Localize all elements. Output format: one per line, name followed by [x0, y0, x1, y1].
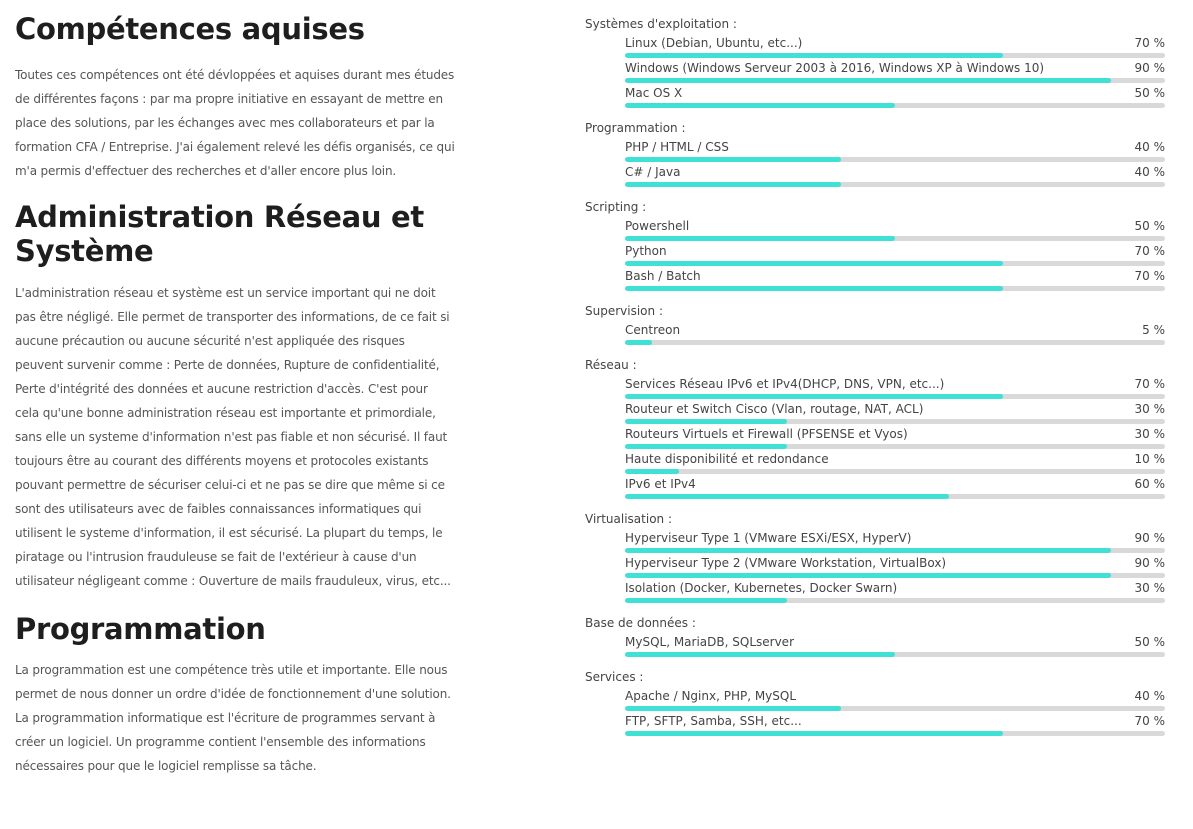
- progress-fill: [625, 469, 679, 474]
- skill-name: Windows (Windows Serveur 2003 à 2016, Windows XP à Windows 10): [625, 61, 1045, 75]
- section-text: La programmation est une compétence très utile et importante. Elle nous permet de nous donner un ordre d'idée de fonctionnement d'une solution. La programmation informatique est l'écriture de programmes servant à créer un logiciel. Un programme contient l'ensemble des informations nécessaires pour que le logiciel remplisse sa tâche.: [15, 663, 451, 773]
- skill-item: [625, 322, 1165, 347]
- progress-fill: [625, 573, 1111, 578]
- skill-item: [625, 426, 1165, 451]
- skill-name: Python: [625, 244, 667, 258]
- progress-track: [625, 731, 1165, 736]
- progress-track: [625, 444, 1165, 449]
- skill-name: Isolation (Docker, Kubernetes, Docker Swarn): [625, 581, 898, 595]
- skill-percent: 50 %: [1134, 86, 1165, 100]
- skill-name: Powershell: [625, 219, 690, 233]
- progress-track: [625, 706, 1165, 711]
- skill-name: MySQL, MariaDB, SQLserver: [625, 635, 794, 649]
- progress-fill: [625, 652, 895, 657]
- skill-percent: 70 %: [1134, 714, 1165, 728]
- skill-item: [625, 555, 1165, 580]
- skill-category: [585, 511, 1165, 605]
- section-admin-reseau: [15, 200, 455, 593]
- progress-fill: [625, 78, 1111, 83]
- skill-item: [625, 580, 1165, 605]
- category-title: Systèmes d'exploitation :: [585, 17, 737, 31]
- progress-track: [625, 394, 1165, 399]
- progress-fill: [625, 444, 787, 449]
- progress-fill: [625, 394, 1003, 399]
- skill-item: [625, 401, 1165, 426]
- progress-track: [625, 182, 1165, 187]
- skill-item: [625, 634, 1165, 659]
- skill-percent: 90 %: [1134, 61, 1165, 75]
- skill-item: [625, 451, 1165, 476]
- progress-track: [625, 652, 1165, 657]
- progress-track: [625, 78, 1165, 83]
- skill-percent: 70 %: [1134, 269, 1165, 283]
- skill-percent: 5 %: [1142, 323, 1165, 337]
- progress-fill: [625, 494, 949, 499]
- progress-track: [625, 157, 1165, 162]
- skill-item: [625, 376, 1165, 401]
- progress-fill: [625, 236, 895, 241]
- skill-item: [625, 85, 1165, 110]
- section-title: Administration Réseau et Système: [15, 200, 424, 268]
- skill-percent: 60 %: [1134, 477, 1165, 491]
- skill-name: PHP / HTML / CSS: [625, 140, 729, 154]
- progress-fill: [625, 598, 787, 603]
- skill-name: Linux (Debian, Ubuntu, etc...): [625, 36, 803, 50]
- progress-track: [625, 419, 1165, 424]
- progress-track: [625, 261, 1165, 266]
- skill-category: [585, 357, 1165, 501]
- skill-percent: 90 %: [1134, 556, 1165, 570]
- skill-percent: 50 %: [1134, 635, 1165, 649]
- skill-category: [585, 669, 1165, 738]
- skill-item: [625, 476, 1165, 501]
- skill-item: [625, 164, 1165, 189]
- progress-track: [625, 469, 1165, 474]
- skill-item: [625, 268, 1165, 293]
- progress-fill: [625, 182, 841, 187]
- progress-track: [625, 53, 1165, 58]
- section-title: Compétences aquises: [15, 12, 365, 46]
- skill-name: Routeur et Switch Cisco (Vlan, routage, NAT, ACL): [625, 402, 924, 416]
- skill-item: [625, 688, 1165, 713]
- skill-percent: 50 %: [1134, 219, 1165, 233]
- section-text: L'administration réseau et système est un service important qui ne doit pas être négligé. Elle permet de transporter des informations, de ce fait si aucune précaution ou aucune sécurité n'est appliquée des risques peuvent survenir comme : Perte de données, Rupture de confidentialité, Perte d'intégrité des données et aucune restriction d'accès. C'est pour cela qu'une bonne administration réseau est importante et primordiale, sans elle un systeme d'information n'est pas fiable et non sécurisé. Il faut toujours être au courant des différents moyens et protocoles existants pouvant permettre de sécuriser celui-ci et ne pas se dire que même si ce sont des utilisateurs avec de faibles connaissances informatiques qui utilisent le systeme d'information, il est sécurisé. La plupart du temps, le piratage ou l'intrusion frauduleuse se fait de l'extérieur à cause d'un utilisateur négligeant comme : Ouverture de mails frauduleux, virus, etc...: [15, 286, 451, 588]
- skill-percent: 70 %: [1134, 244, 1165, 258]
- skill-percent: 30 %: [1134, 581, 1165, 595]
- skill-item: [625, 60, 1165, 85]
- progress-track: [625, 494, 1165, 499]
- progress-track: [625, 340, 1165, 345]
- progress-fill: [625, 157, 841, 162]
- skill-category: [585, 615, 1165, 659]
- progress-fill: [625, 548, 1111, 553]
- skill-name: Haute disponibilité et redondance: [625, 452, 829, 466]
- skill-name: FTP, SFTP, Samba, SSH, etc...: [625, 714, 802, 728]
- skill-percent: 40 %: [1134, 140, 1165, 154]
- skill-name: Centreon: [625, 323, 681, 337]
- skill-percent: 40 %: [1134, 689, 1165, 703]
- skill-name: Routeurs Virtuels et Firewall (PFSENSE et Vyos): [625, 427, 908, 441]
- skills-column: [585, 16, 1165, 748]
- category-title: Réseau :: [585, 358, 637, 372]
- skill-category: [585, 199, 1165, 293]
- skill-item: [625, 139, 1165, 164]
- section-title: Programmation: [15, 612, 266, 646]
- skill-item: [625, 35, 1165, 60]
- skill-name: Mac OS X: [625, 86, 683, 100]
- skill-percent: 70 %: [1134, 377, 1165, 391]
- progress-track: [625, 573, 1165, 578]
- progress-track: [625, 286, 1165, 291]
- skill-item: [625, 243, 1165, 268]
- progress-fill: [625, 261, 1003, 266]
- category-title: Programmation :: [585, 121, 686, 135]
- skill-item: [625, 713, 1165, 738]
- category-title: Supervision :: [585, 304, 663, 318]
- category-title: Scripting :: [585, 200, 647, 214]
- text-column: [15, 10, 455, 778]
- progress-fill: [625, 731, 1003, 736]
- skill-name: Bash / Batch: [625, 269, 701, 283]
- skill-name: Hyperviseur Type 1 (VMware ESXi/ESX, HyperV): [625, 531, 912, 545]
- category-title: Virtualisation :: [585, 512, 672, 526]
- skill-item: [625, 218, 1165, 243]
- progress-fill: [625, 419, 787, 424]
- progress-track: [625, 548, 1165, 553]
- progress-fill: [625, 103, 895, 108]
- progress-fill: [625, 53, 1003, 58]
- section-text: Toutes ces compétences ont été dévloppées et aquises durant mes études de différentes façons : par ma propre initiative en essayant de mettre en place des solutions, par les échanges avec mes collaborateurs et par la formation CFA / Entreprise. J'ai également relevé les défis organisés, ce qui m'a permis d'effectuer des recherches et d'aller encore plus loin.: [15, 68, 455, 178]
- skill-category: [585, 303, 1165, 347]
- skill-name: Apache / Nginx, PHP, MySQL: [625, 689, 797, 703]
- progress-fill: [625, 286, 1003, 291]
- progress-track: [625, 103, 1165, 108]
- skill-category: [585, 16, 1165, 110]
- progress-track: [625, 598, 1165, 603]
- section-programmation: [15, 612, 455, 778]
- skill-percent: 30 %: [1134, 427, 1165, 441]
- category-title: Services :: [585, 670, 644, 684]
- section-competences: [15, 12, 455, 183]
- skill-percent: 40 %: [1134, 165, 1165, 179]
- category-title: Base de données :: [585, 616, 696, 630]
- skill-name: Services Réseau IPv6 et IPv4(DHCP, DNS, VPN, etc...): [625, 377, 945, 391]
- skill-name: IPv6 et IPv4: [625, 477, 696, 491]
- skill-percent: 90 %: [1134, 531, 1165, 545]
- skill-percent: 30 %: [1134, 402, 1165, 416]
- skill-percent: 70 %: [1134, 36, 1165, 50]
- progress-fill: [625, 340, 652, 345]
- progress-fill: [625, 706, 841, 711]
- skill-percent: 10 %: [1134, 452, 1165, 466]
- progress-track: [625, 236, 1165, 241]
- skill-name: Hyperviseur Type 2 (VMware Workstation, VirtualBox): [625, 556, 947, 570]
- skill-category: [585, 120, 1165, 189]
- skill-item: [625, 530, 1165, 555]
- skill-name: C# / Java: [625, 165, 681, 179]
